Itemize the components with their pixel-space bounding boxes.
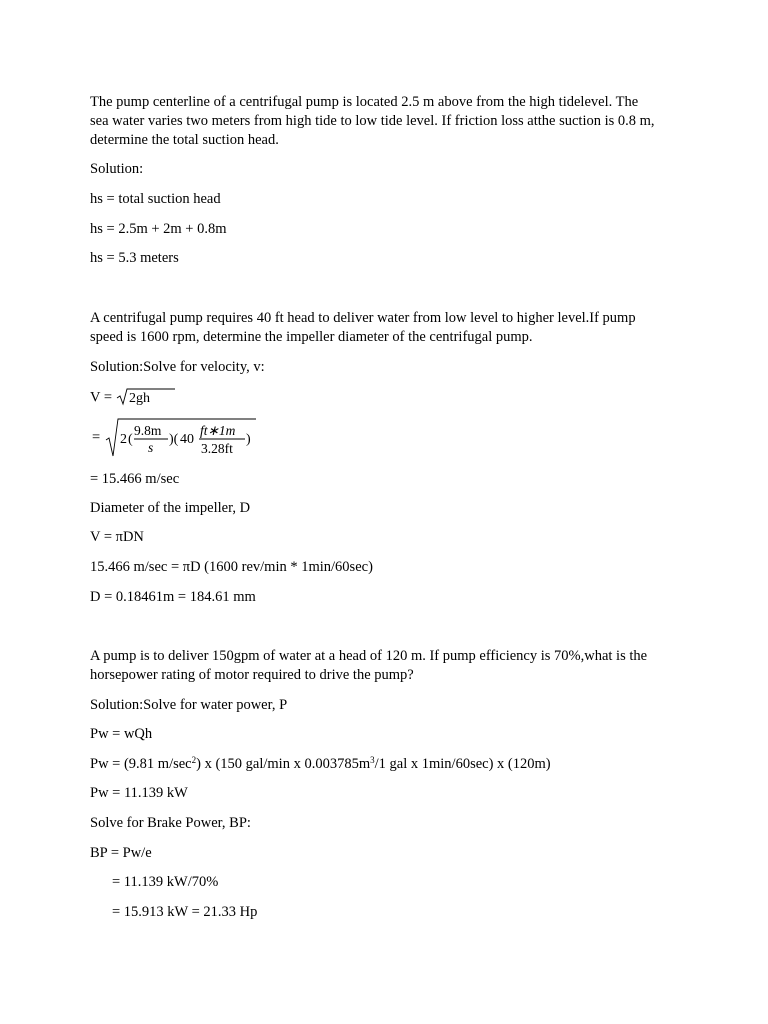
square-root [116,387,176,409]
problem3-solution-label: Solution:Solve for water power, P [90,697,288,713]
brake-power-eq-2: = 11.139 kW/70% [112,874,219,890]
velocity-result: = 15.466 m/sec [90,471,180,487]
eq2-sup-2: 3 [370,755,375,765]
frac2-num: ft∗1m [199,423,236,438]
sub-forty-text: 40 [179,432,194,447]
radical-sign-icon [116,387,176,407]
problem2-eq-1: V = πDN [90,529,144,545]
problem1-question-line-1: The pump centerline of a centrifugal pump is located 2.5 m above from the high tidelevel. The [90,94,639,110]
problem3-question-line-1: A pump is to deliver 150gpm of water at a head of 120 m. If pump efficiency is 70%,what is the [90,648,648,664]
problem1-solution-label: Solution: [90,161,144,177]
sub-two-text: 2 [119,432,127,447]
brake-power-label: Solve for Brake Power, BP: [90,815,251,831]
problem1-step-3: hs = 5.3 meters [90,250,179,266]
velocity-formula-lhs: V = [90,389,113,406]
brake-power-eq-1: BP = Pw/e [90,845,152,861]
problem1-question-line-2: sea water varies two meters from high tide to low tide level. If friction loss atthe suction is 0.8 m, [90,113,655,129]
diameter-label: Diameter of the impeller, D [90,500,251,516]
problem2-eq-3: D = 0.18461m = 184.61 mm [90,589,256,605]
problem1-step-1: hs = total suction head [90,191,221,207]
problem3-question-line-2: horsepower rating of motor required to drive the pump? [90,667,414,683]
problem1-question-line-3: determine the total suction head. [90,132,279,148]
open-paren-1: ( [127,432,133,447]
problem3-eq-1: Pw = wQh [90,726,153,742]
problem1-step-2: hs = 2.5m + 2m + 0.8m [90,221,227,237]
frac1-den: s [147,440,154,455]
substitution-radical [104,416,258,460]
close-paren-1: )( [168,432,179,447]
eq2-part-c: /1 gal x 1min/60sec) x (120m) [374,756,551,772]
close-paren-2: ) [245,432,251,447]
frac1-num: 9.8m [133,423,162,438]
frac2-den: 3.28ft [200,441,233,456]
substitution-equals: = [92,429,101,446]
problem3-eq-3: Pw = 11.139 kW [90,785,188,801]
eq2-sup-1: 2 [191,755,197,765]
problem2-solution-label: Solution:Solve for velocity, v: [90,359,265,375]
problem3-eq-2 [90,755,551,774]
eq2-part-a: Pw = (9.81 m/sec [90,756,192,772]
brake-power-eq-3: = 15.913 kW = 21.33 Hp [112,904,258,920]
radicand-text: 2gh [128,391,150,406]
problem2-eq-2: 15.466 m/sec = πD (1600 rev/min * 1min/60sec) [90,559,373,575]
eq2-part-b: ) x (150 gal/min x 0.003785m [196,756,371,772]
problem2-question-line-2: speed is 1600 rpm, determine the impeller diameter of the centrifugal pump. [90,329,533,345]
velocity-substitution [92,416,258,460]
velocity-formula [90,387,176,409]
problem2-question-line-1: A centrifugal pump requires 40 ft head to deliver water from low level to higher level.If pump [90,310,636,326]
